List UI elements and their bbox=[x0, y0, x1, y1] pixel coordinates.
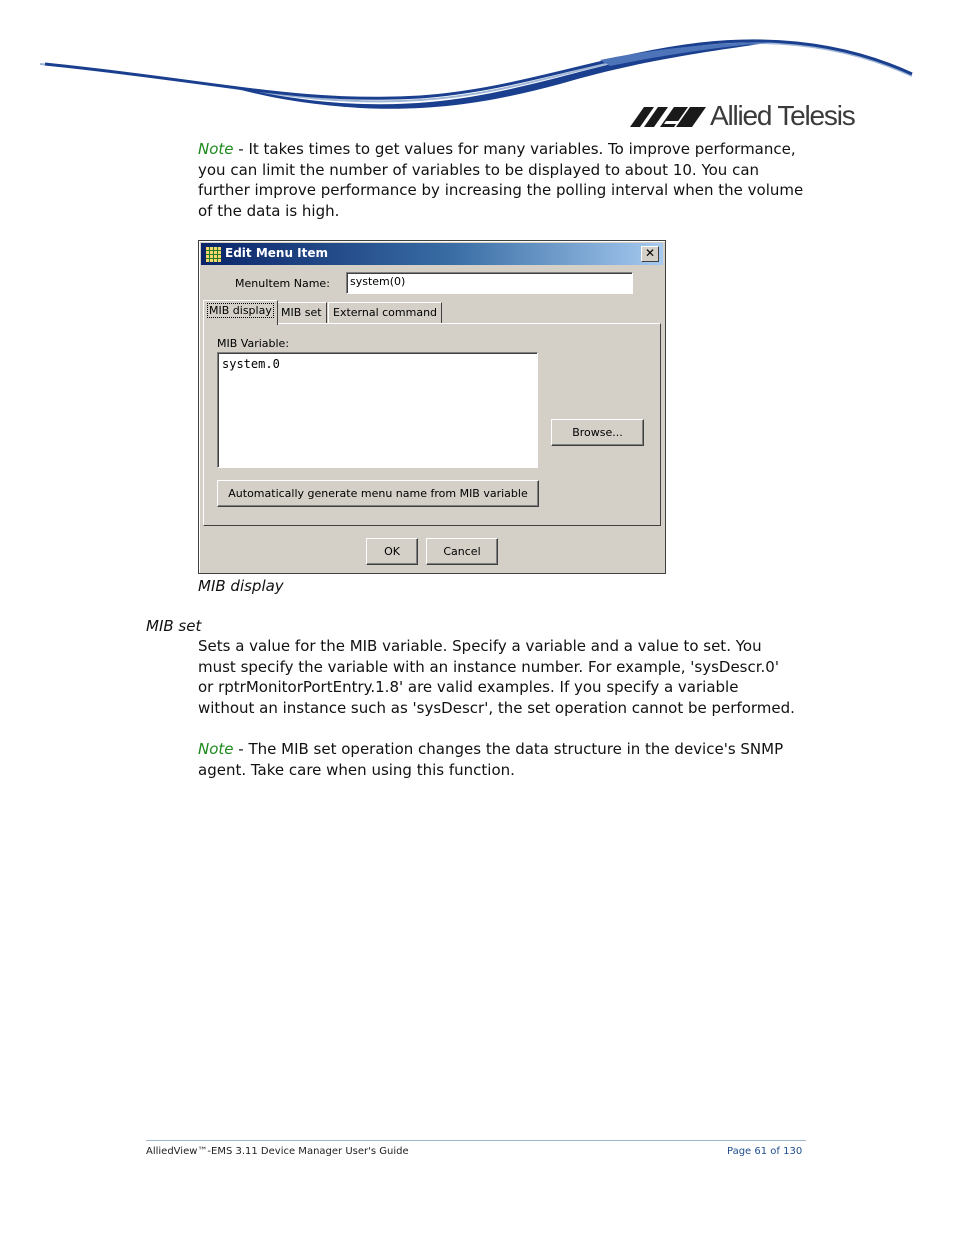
logo-wordmark: Allied Telesis bbox=[710, 100, 855, 131]
mib-variable-label: MIB Variable: bbox=[217, 337, 290, 350]
tab-mib-set[interactable]: MIB set bbox=[276, 302, 327, 324]
section-paragraph: Sets a value for the MIB variable. Specify a variable and a value to set. You must specify the variable with an instance number. For example, 'sysDescr.0' or rptrMonitorPortEntry.1.8' are valid examples. If you specify a variable without an instance such as 'sysDescr', the set operation cannot be performed. bbox=[198, 637, 795, 717]
ok-button[interactable]: OK bbox=[366, 538, 418, 565]
edit-menu-item-dialog bbox=[198, 240, 666, 574]
note-label: Note bbox=[198, 140, 234, 158]
allied-telesis-logo bbox=[630, 100, 870, 134]
auto-generate-name-button[interactable]: Automatically generate menu name from MIB variable bbox=[217, 480, 539, 507]
app-grid-icon bbox=[206, 247, 221, 262]
cancel-button[interactable]: Cancel bbox=[426, 538, 498, 565]
menuitem-name-label: MenuItem Name: bbox=[235, 277, 330, 290]
browse-button[interactable]: Browse... bbox=[551, 419, 644, 446]
section-heading: MIB set bbox=[146, 617, 202, 635]
footer-page-number: Page 61 of 130 bbox=[727, 1146, 803, 1157]
mib-display-panel bbox=[203, 323, 661, 526]
note-label: Note bbox=[198, 740, 234, 758]
close-button[interactable] bbox=[641, 246, 659, 262]
figure-caption: MIB display bbox=[198, 577, 284, 595]
footer-doc-title: AlliedView™-EMS 3.11 Device Manager User's Guide bbox=[146, 1146, 409, 1157]
close-icon: ✕ bbox=[644, 246, 656, 260]
section-note bbox=[198, 739, 818, 780]
tab-mib-display[interactable] bbox=[203, 300, 278, 325]
tab-mib-display-label: MIB display bbox=[209, 304, 272, 317]
note-text: - The MIB set operation changes the data structure in the device's SNMP agent. Take care when using this function. bbox=[198, 740, 784, 779]
note-text: - It takes times to get values for many variables. To improve performance, you can limit the number of variables to be displayed to about 10. You can further improve performance by increasing the polling interval when the volume of the data is high. bbox=[198, 140, 804, 220]
dialog-titlebar[interactable] bbox=[201, 243, 663, 265]
menuitem-name-input[interactable]: system(0) bbox=[346, 272, 633, 294]
allied-telesis-mark-icon bbox=[630, 107, 706, 127]
dialog-title: Edit Menu Item bbox=[225, 246, 329, 260]
tab-external-command[interactable]: External command bbox=[328, 302, 442, 324]
mib-variable-textarea[interactable]: system.0 bbox=[217, 352, 538, 468]
footer-divider bbox=[146, 1140, 806, 1141]
intro-note bbox=[198, 139, 808, 221]
